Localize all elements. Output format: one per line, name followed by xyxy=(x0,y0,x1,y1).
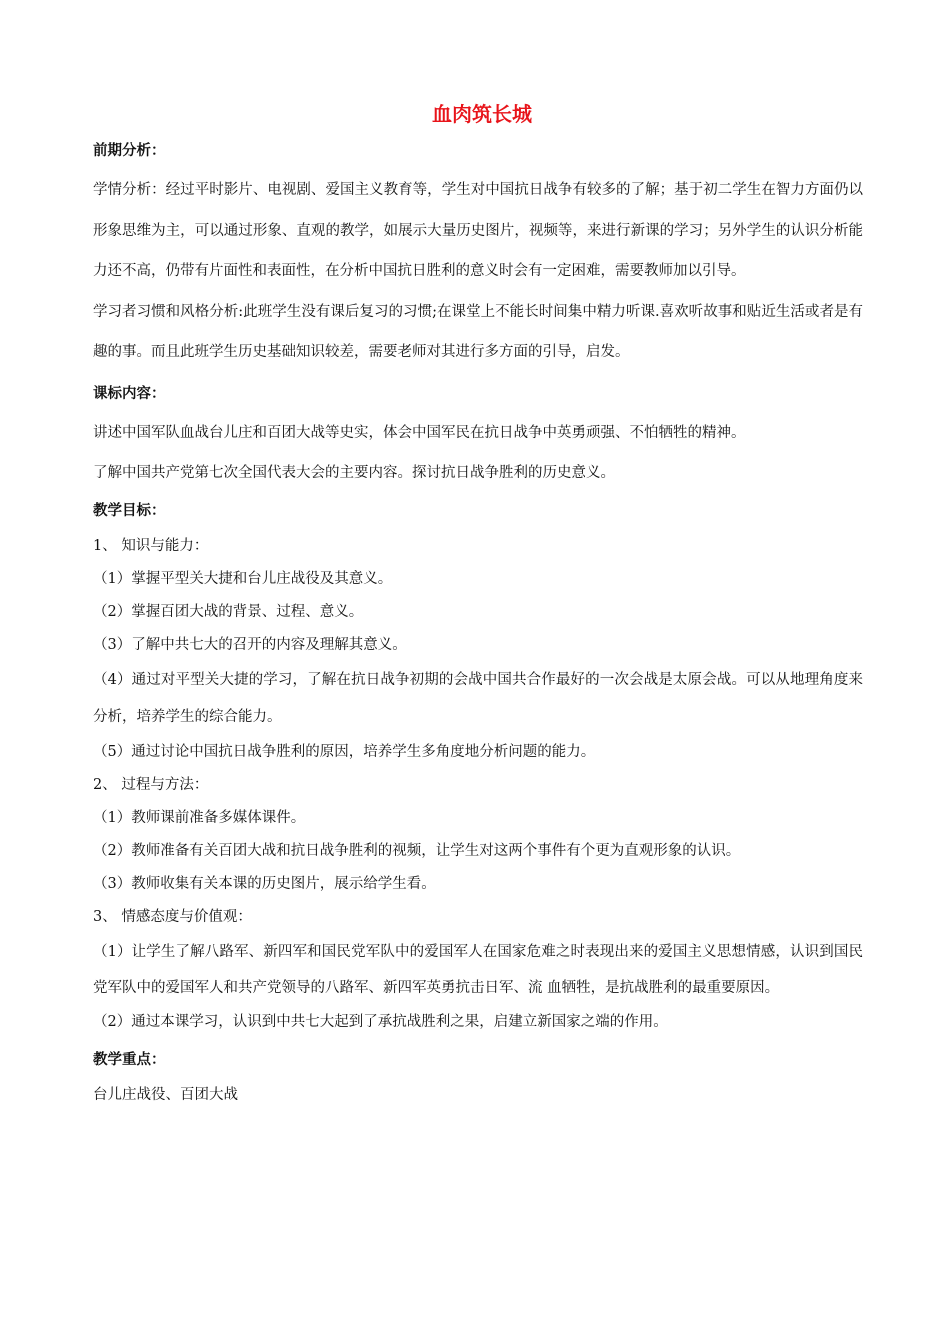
goal-group-values: 3、 情感态度与价值观： xyxy=(93,908,252,925)
document-page xyxy=(93,98,863,1112)
standard-paragraph-2: 了解中国共产党第七次全国代表大会的主要内容。探讨抗日战争胜利的历史意义。 xyxy=(93,465,615,481)
focus-paragraph: 台儿庄战役、百团大战 xyxy=(93,1086,238,1103)
goal-item: （3）了解中共七大的召开的内容及理解其意义。 xyxy=(93,636,407,653)
section-heading-focus: 教学重点： xyxy=(93,1051,166,1068)
goal-item: （1）教师课前准备多媒体课件。 xyxy=(93,809,306,826)
goal-item: （3）教师收集有关本课的历史图片，展示给学生看。 xyxy=(93,875,436,892)
goal-item: （2）教师准备有关百团大战和抗日战争胜利的视频，让学生对这两个事件有个更为直观形象的认识。 xyxy=(93,842,741,859)
document-title: 血肉筑长城 xyxy=(432,102,532,126)
goal-item: （1）让学生了解八路军、新四军和国民党军队中的爱国军人在国家危难之时表现出来的爱国主义思想情感，认识到国民党军队中的爱国军人和共产党领导的八路军、新四军英勇抗击日军、流 血牺牲，是抗战胜利的最重要原因。 xyxy=(93,943,863,996)
section-heading-analysis: 前期分析： xyxy=(93,143,166,159)
goal-item: （2）掌握百团大战的背景、过程、意义。 xyxy=(93,603,364,620)
learner-analysis-paragraph: 学情分析：经过平时影片、电视剧、爱国主义教育等，学生对中国抗日战争有较多的了解；基于初二学生在智力方面仍以形象思维为主，可以通过形象、直观的教学，如展示大量历史图片，视频等，来进行新课的学习；另外学生的认识分析能力还不高，仍带有片面性和表面性，在分析中国抗日胜利的意义时会有一定困难，需要教师加以引导。 xyxy=(93,182,863,279)
section-heading-standard: 课标内容： xyxy=(93,385,166,402)
goal-item: （5）通过讨论中国抗日战争胜利的原因，培养学生多角度地分析问题的能力。 xyxy=(93,743,596,760)
goal-item: （1）掌握平型关大捷和台儿庄战役及其意义。 xyxy=(93,570,393,587)
goal-item: （4）通过对平型关大捷的学习，了解在抗日战争初期的会战中国共合作最好的一次会战是太原会战。可以从地理角度来分析，培养学生的综合能力。 xyxy=(93,671,863,725)
goal-group-knowledge: 1、 知识与能力： xyxy=(93,537,209,554)
standard-paragraph-1: 讲述中国军队血战台儿庄和百团大战等史实，体会中国军民在抗日战争中英勇顽强、不怕牺牲的精神。 xyxy=(93,424,746,441)
learning-habits-paragraph: 学习者习惯和风格分析:此班学生没有课后复习的习惯;在课堂上不能长时间集中精力听课.喜欢听故事和贴近生活或者是有趣的事。而且此班学生历史基础知识较差，需要老师对其进行多方面的引导，启发。 xyxy=(93,303,863,360)
section-heading-goals: 教学目标： xyxy=(93,502,166,519)
goal-group-process: 2、 过程与方法： xyxy=(93,776,209,793)
goal-item: （2）通过本课学习，认识到中共七大起到了承抗战胜利之果，启建立新国家之端的作用。 xyxy=(93,1013,668,1030)
